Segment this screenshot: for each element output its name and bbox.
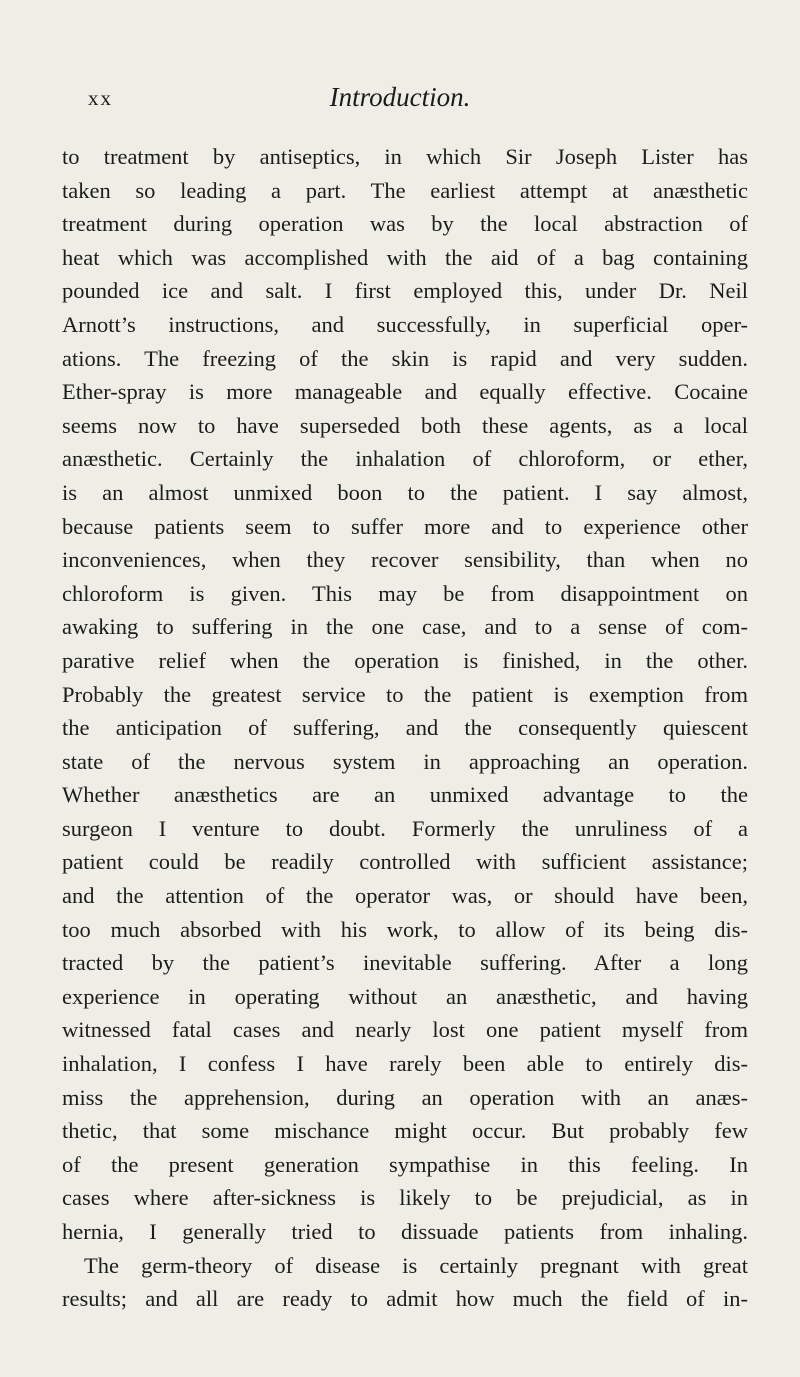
text-line: chloroform is given. This may be from disappointment on: [62, 580, 748, 606]
text-line: results; and all are ready to admit how much the field of in-: [62, 1286, 748, 1312]
running-title: Introduction.: [329, 82, 471, 112]
text-line: Whether anæsthetics are an unmixed advantage to the: [62, 782, 748, 808]
text-line-paragraph-start: The germ-theory of disease is certainly pregnant with great: [84, 1252, 748, 1278]
body-text: [62, 140, 748, 1316]
text-line: Probably the greatest service to the patient is exemption from: [62, 681, 748, 707]
text-line: tracted by the patient’s inevitable suffering. After a long: [62, 950, 748, 976]
page-number: xx: [88, 86, 113, 110]
text-line: Ether-spray is more manageable and equally effective. Cocaine: [62, 379, 748, 405]
text-line: ations. The freezing of the skin is rapid and very sudden.: [62, 345, 748, 371]
text-line: state of the nervous system in approaching an operation.: [62, 748, 748, 774]
text-line: Arnott’s instructions, and successfully, in superficial oper-: [62, 311, 748, 337]
text-line: cases where after-sickness is likely to be prejudicial, as in: [62, 1185, 748, 1211]
text-line: seems now to have superseded both these agents, as a local: [62, 412, 748, 438]
text-line: the anticipation of suffering, and the consequently quiescent: [62, 715, 748, 741]
text-line: hernia, I generally tried to dissuade patients from inhaling.: [62, 1219, 748, 1244]
text-line: is an almost unmixed boon to the patient. I say almost,: [62, 479, 748, 505]
text-line: thetic, that some mischance might occur. But probably few: [62, 1118, 748, 1144]
text-line: of the present generation sympathise in this feeling. In: [62, 1151, 748, 1177]
text-line: inconveniences, when they recover sensibility, than when no: [62, 547, 748, 573]
text-line: inhalation, I confess I have rarely been able to entirely dis-: [62, 1051, 748, 1077]
text-line: treatment during operation was by the local abstraction of: [62, 211, 748, 237]
text-line: because patients seem to suffer more and to experience other: [62, 513, 748, 539]
text-line: and the attention of the operator was, or should have been,: [62, 883, 748, 909]
text-line: awaking to suffering in the one case, and to a sense of com-: [62, 614, 748, 640]
text-line: taken so leading a part. The earliest attempt at anæsthetic: [62, 177, 748, 203]
page-header: [60, 82, 740, 120]
text-line: surgeon I venture to doubt. Formerly the unruliness of a: [62, 815, 748, 841]
text-line: pounded ice and salt. I first employed this, under Dr. Neil: [62, 278, 748, 304]
text-line: witnessed fatal cases and nearly lost one patient myself from: [62, 1017, 748, 1043]
text-line: patient could be readily controlled with sufficient assistance;: [62, 849, 748, 875]
text-line: to treatment by antiseptics, in which Sir Joseph Lister has: [62, 144, 748, 169]
text-line: too much absorbed with his work, to allow of its being dis-: [62, 916, 748, 942]
text-line: heat which was accomplished with the aid of a bag containing: [62, 244, 748, 270]
text-line: parative relief when the operation is finished, in the other.: [62, 647, 748, 673]
text-line: miss the apprehension, during an operation with an anæs-: [62, 1084, 748, 1110]
text-line: anæsthetic. Certainly the inhalation of chloroform, or ether,: [62, 446, 748, 472]
text-line: experience in operating without an anæsthetic, and having: [62, 983, 748, 1009]
